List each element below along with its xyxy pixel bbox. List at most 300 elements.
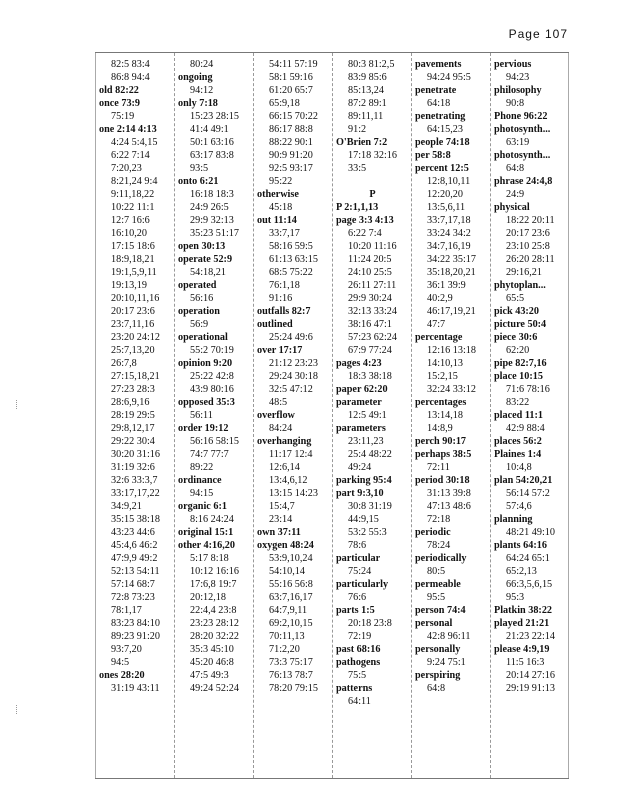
- index-page-refs: 18:22 20:11: [506, 215, 555, 226]
- index-entry: particular: [336, 553, 381, 564]
- index-page-refs: 22:4,4 23:8: [190, 605, 237, 616]
- index-entry: operate 52:9: [178, 254, 233, 265]
- index-entry: percent 12:5: [415, 163, 469, 174]
- index-page-refs: 20:12,18: [190, 592, 226, 603]
- index-entry: organic 6:1: [178, 501, 227, 512]
- index-entry: personally: [415, 644, 461, 655]
- index-page-refs: 33:17,17,22: [111, 488, 160, 499]
- index-entry: P 2:1,1,13: [336, 202, 379, 213]
- index-page-refs: 61:20 65:7: [269, 85, 313, 96]
- index-page-refs: 78:6: [348, 540, 367, 551]
- index-page-refs: 44:9,15: [348, 514, 379, 525]
- index-page-refs: 35:15 38:18: [111, 514, 160, 525]
- index-page-refs: 58:1 59:16: [269, 72, 313, 83]
- index-page-refs: 69:2,10,15: [269, 618, 313, 629]
- index-page-refs: 57:14 68:7: [111, 579, 155, 590]
- index-entry: piece 30:6: [494, 332, 538, 343]
- index-page-refs: 92:5 93:17: [269, 163, 313, 174]
- index-page-refs: 63:19: [506, 137, 530, 148]
- index-entry: photosynth...: [494, 124, 551, 135]
- index-page-refs: 94:24 95:5: [427, 72, 471, 83]
- index-page-refs: 72:8 73:23: [111, 592, 155, 603]
- index-entry: original 15:1: [178, 527, 234, 538]
- index-page-refs: 18:3 38:18: [348, 371, 392, 382]
- index-page-refs: 4:24 5:4,15: [111, 137, 158, 148]
- index-page-refs: 57:23 62:24: [348, 332, 397, 343]
- index-entry: photosynth...: [494, 150, 551, 161]
- word-index: [95, 52, 569, 779]
- index-page-refs: 76:6: [348, 592, 367, 603]
- index-page-refs: 54:11 57:19: [269, 59, 318, 70]
- index-page-refs: 94:12: [190, 85, 214, 96]
- index-page-refs: 49:24: [348, 462, 372, 473]
- index-entry: outfalls 82:7: [257, 306, 311, 317]
- index-page-refs: 53:9,10,24: [269, 553, 313, 564]
- index-page-refs: 80:3 81:2,5: [348, 59, 395, 70]
- index-page-refs: 76:1,18: [269, 280, 300, 291]
- index-page-refs: 29:8,12,17: [111, 423, 155, 434]
- index-page-refs: 89:23 91:20: [111, 631, 160, 642]
- index-page-refs: 9:11,18,22: [111, 189, 155, 200]
- index-page-refs: 31:19 32:6: [111, 462, 155, 473]
- index-page-refs: 80:5: [427, 566, 446, 577]
- index-page-refs: 9:24 75:1: [427, 657, 466, 668]
- index-page-refs: 54:10,14: [269, 566, 305, 577]
- index-entry: outlined: [257, 319, 293, 330]
- index-page-refs: 72:18: [427, 514, 451, 525]
- margin-mark: [16, 705, 21, 714]
- index-page-refs: 35:18,20,21: [427, 267, 476, 278]
- index-spacer: [336, 175, 409, 188]
- index-page-refs: 17:15 18:6: [111, 241, 155, 252]
- index-page-refs: 93:7,20: [111, 644, 142, 655]
- index-page-refs: 95:5: [427, 592, 446, 603]
- index-page-refs: 14:10,13: [427, 358, 463, 369]
- index-page-refs: 56:14 57:2: [506, 488, 550, 499]
- index-entry: philosophy: [494, 85, 542, 96]
- index-page-refs: 48:5: [269, 397, 288, 408]
- index-page-refs: 30:8 31:19: [348, 501, 392, 512]
- index-entry: pathogens: [336, 657, 381, 668]
- index-entry: operation: [178, 306, 220, 317]
- index-entry: perspiring: [415, 670, 461, 681]
- index-entry: part 9:3,10: [336, 488, 384, 499]
- index-page-refs: 66:3,5,6,15: [506, 579, 553, 590]
- index-entry: over 17:17: [257, 345, 303, 356]
- index-page-refs: 10:20 11:16: [348, 241, 397, 252]
- index-page-refs: 64:8: [506, 163, 525, 174]
- index-entry: plan 54:20,21: [494, 475, 553, 486]
- index-page-refs: 25:4 48:22: [348, 449, 392, 460]
- index-page-refs: 32:6 33:3,7: [111, 475, 158, 486]
- index-page-refs: 95:22: [269, 176, 293, 187]
- index-page-refs: 43:23 44:6: [111, 527, 155, 538]
- index-page-refs: 63:17 83:8: [190, 150, 234, 161]
- index-page-refs: 74:7 77:7: [190, 449, 229, 460]
- index-page-refs: 47:5 49:3: [190, 670, 229, 681]
- index-page-refs: 6:22 7:14: [111, 150, 150, 161]
- index-entry: phytoplan...: [494, 280, 546, 291]
- index-page-refs: 26:11 27:11: [348, 280, 397, 291]
- index-entry: opposed 35:3: [178, 397, 235, 408]
- index-page-refs: 58:16 59:5: [269, 241, 313, 252]
- index-entry: personal: [415, 618, 453, 629]
- index-page-refs: 13:15 14:23: [269, 488, 318, 499]
- index-page-refs: 90:9 91:20: [269, 150, 313, 161]
- margin-mark: [16, 400, 21, 409]
- index-page-refs: 52:13 54:11: [111, 566, 160, 577]
- index-entry: penetrate: [415, 85, 457, 96]
- index-page-refs: 16:18 18:3: [190, 189, 234, 200]
- index-page-refs: 6:22 7:4: [348, 228, 382, 239]
- index-entry: operated: [178, 280, 217, 291]
- index-entry: people 74:18: [415, 137, 470, 148]
- index-entry: physical: [494, 202, 530, 213]
- index-page-refs: 18:9,18,21: [111, 254, 155, 265]
- index-page-refs: 11:24 20:5: [348, 254, 392, 265]
- index-page-refs: 57:4,6: [506, 501, 532, 512]
- index-page-refs: 25:24 49:6: [269, 332, 313, 343]
- index-page-refs: 8:21,24 9:4: [111, 176, 158, 187]
- index-entry: onto 6:21: [178, 176, 219, 187]
- index-page-refs: 21:12 23:23: [269, 358, 318, 369]
- index-page-refs: 76:13 78:7: [269, 670, 313, 681]
- index-entry: parameter: [336, 397, 382, 408]
- index-page-refs: 83:22: [506, 397, 530, 408]
- index-entry: pavements: [415, 59, 462, 70]
- index-entry: past 68:16: [336, 644, 381, 655]
- index-entry: please 4:9,19: [494, 644, 550, 655]
- index-page-refs: 35:3 45:10: [190, 644, 234, 655]
- index-page-refs: 30:20 31:16: [111, 449, 160, 460]
- index-column: [490, 53, 569, 778]
- index-page-refs: 64:15,23: [427, 124, 463, 135]
- index-page-refs: 27:15,18,21: [111, 371, 160, 382]
- index-page-refs: 49:24 52:24: [190, 683, 239, 694]
- index-page-refs: 94:5: [111, 657, 130, 668]
- index-page-refs: 56:11: [190, 410, 213, 421]
- index-entry: pages 4:23: [336, 358, 382, 369]
- index-page-refs: 10:22 11:1: [111, 202, 155, 213]
- index-page-refs: 56:16 58:15: [190, 436, 239, 447]
- index-page-refs: 61:13 63:15: [269, 254, 318, 265]
- index-entry: ones 28:20: [99, 670, 145, 681]
- index-entry: opinion 9:20: [178, 358, 233, 369]
- index-entry: person 74:4: [415, 605, 466, 616]
- index-page-refs: 87:2 89:1: [348, 98, 387, 109]
- index-page-refs: 13:5,6,11: [427, 202, 466, 213]
- index-page-refs: 89:11,11: [348, 111, 384, 122]
- index-page-refs: 23:11,23: [348, 436, 384, 447]
- index-entry: once 73:9: [99, 98, 141, 109]
- index-page-refs: 29:22 30:4: [111, 436, 155, 447]
- index-page-refs: 19:1,5,9,11: [111, 267, 157, 278]
- index-page-refs: 56:9: [190, 319, 209, 330]
- index-entry: overflow: [257, 410, 295, 421]
- index-entry: percentages: [415, 397, 467, 408]
- index-page-refs: 70:11,13: [269, 631, 305, 642]
- index-letter-heading: P: [369, 189, 376, 200]
- index-entry: operational: [178, 332, 228, 343]
- index-column: [253, 53, 332, 778]
- index-page-refs: 29:19 91:13: [506, 683, 555, 694]
- index-page-refs: 94:15: [190, 488, 214, 499]
- index-page-refs: 64:18: [427, 98, 451, 109]
- index-page-refs: 64:24 65:1: [506, 553, 550, 564]
- index-page-refs: 82:5 83:4: [111, 59, 150, 70]
- index-page-refs: 26:20 28:11: [506, 254, 555, 265]
- index-entry: played 21:21: [494, 618, 550, 629]
- index-page-refs: 47:13 48:6: [427, 501, 471, 512]
- index-page-refs: 23:23 28:12: [190, 618, 239, 629]
- index-page-refs: 78:24: [427, 540, 451, 551]
- index-entry: perch 90:17: [415, 436, 467, 447]
- index-page-refs: 23:14: [269, 514, 293, 525]
- index-page-refs: 78:1,17: [111, 605, 142, 616]
- index-entry: Platkin 38:22: [494, 605, 553, 616]
- index-page-refs: 15:4,7: [269, 501, 295, 512]
- index-page-refs: 27:23 28:3: [111, 384, 155, 395]
- index-entry: out 11:14: [257, 215, 297, 226]
- index-page-refs: 33:24 34:2: [427, 228, 471, 239]
- index-page-refs: 75:19: [111, 111, 135, 122]
- index-page-refs: 32:24 33:12: [427, 384, 476, 395]
- index-page-refs: 75:24: [348, 566, 372, 577]
- index-page-refs: 21:23 22:14: [506, 631, 555, 642]
- index-page-refs: 90:8: [506, 98, 525, 109]
- index-page-refs: 86:17 88:8: [269, 124, 313, 135]
- index-page-refs: 91:16: [269, 293, 293, 304]
- index-page-refs: 40:2,9: [427, 293, 453, 304]
- index-entry: period 30:18: [415, 475, 470, 486]
- index-page-refs: 84:24: [269, 423, 293, 434]
- index-page-refs: 80:24: [190, 59, 214, 70]
- index-entry: permeable: [415, 579, 461, 590]
- index-entry: picture 50:4: [494, 319, 547, 330]
- index-page-refs: 64:11: [348, 696, 371, 707]
- index-page-refs: 55:2 70:19: [190, 345, 234, 356]
- index-column: [95, 53, 174, 778]
- index-page-refs: 63:7,16,17: [269, 592, 313, 603]
- index-column: [174, 53, 253, 778]
- index-entry: Plaines 1:4: [494, 449, 542, 460]
- index-page-refs: 19:13,19: [111, 280, 147, 291]
- index-page-refs: 71:2,20: [269, 644, 300, 655]
- index-entry: placed 11:1: [494, 410, 543, 421]
- index-entry: page 3:3 4:13: [336, 215, 394, 226]
- index-page-refs: 65:2,13: [506, 566, 537, 577]
- index-page-refs: 15:2,15: [427, 371, 458, 382]
- index-page-refs: 43:9 80:16: [190, 384, 234, 395]
- index-page-refs: 12:8,10,11: [427, 176, 471, 187]
- index-page-refs: 32:13 33:24: [348, 306, 397, 317]
- index-page-refs: 64:7,9,11: [269, 605, 308, 616]
- index-entry: parameters: [336, 423, 386, 434]
- index-page-refs: 78:20 79:15: [269, 683, 318, 694]
- index-page-refs: 12:20,20: [427, 189, 463, 200]
- index-entry: open 30:13: [178, 241, 226, 252]
- index-page-refs: 46:17,19,21: [427, 306, 476, 317]
- index-page-refs: 71:6 78:16: [506, 384, 550, 395]
- index-page-refs: 47:9,9 49:2: [111, 553, 158, 564]
- index-page-refs: 11:5 16:3: [506, 657, 545, 668]
- index-page-refs: 64:8: [427, 683, 446, 694]
- index-page-refs: 14:8,9: [427, 423, 453, 434]
- index-page-refs: 29:16,21: [506, 267, 542, 278]
- index-page-refs: 65:9,18: [269, 98, 300, 109]
- index-entry: own 37:11: [257, 527, 301, 538]
- index-column: [411, 53, 490, 778]
- index-entry: patterns: [336, 683, 373, 694]
- index-entry: parking 95:4: [336, 475, 392, 486]
- index-page-refs: 26:7,8: [111, 358, 137, 369]
- index-page-refs: 91:2: [348, 124, 367, 135]
- index-entry: perhaps 38:5: [415, 449, 472, 460]
- index-page-refs: 34:9,21: [111, 501, 142, 512]
- index-page-refs: 88:22 90:1: [269, 137, 313, 148]
- index-entry: ordinance: [178, 475, 222, 486]
- index-page-refs: 48:21 49:10: [506, 527, 555, 538]
- index-page-refs: 8:16 24:24: [190, 514, 234, 525]
- index-page-refs: 73:3 75:17: [269, 657, 313, 668]
- index-page-refs: 20:17 23:6: [111, 306, 155, 317]
- index-entry: places 56:2: [494, 436, 542, 447]
- index-page-refs: 83:23 84:10: [111, 618, 160, 629]
- index-entry: periodic: [415, 527, 451, 538]
- index-page-refs: 32:5 47:12: [269, 384, 313, 395]
- index-page-refs: 67:9 77:24: [348, 345, 392, 356]
- index-page-refs: 28:19 29:5: [111, 410, 155, 421]
- index-page-refs: 11:17 12:4: [269, 449, 313, 460]
- index-page-refs: 65:5: [506, 293, 525, 304]
- index-page-refs: 33:7,17,18: [427, 215, 471, 226]
- index-entry: only 7:18: [178, 98, 218, 109]
- index-page-refs: 28:6,9,16: [111, 397, 150, 408]
- index-page-refs: 23:7,11,16: [111, 319, 155, 330]
- index-page-refs: 95:3: [506, 592, 525, 603]
- index-page-refs: 24:10 25:5: [348, 267, 392, 278]
- index-page-refs: 45:4,6 46:2: [111, 540, 158, 551]
- index-page-refs: 7:20,23: [111, 163, 142, 174]
- index-page-refs: 93:5: [190, 163, 209, 174]
- index-page-refs: 28:20 32:22: [190, 631, 239, 642]
- index-page-refs: 29:9 32:13: [190, 215, 234, 226]
- index-entry: other 4:16,20: [178, 540, 235, 551]
- index-page-refs: 29:9 30:24: [348, 293, 392, 304]
- index-entry: periodically: [415, 553, 467, 564]
- index-entry: place 10:15: [494, 371, 543, 382]
- index-page-refs: 53:2 55:3: [348, 527, 387, 538]
- index-page-refs: 10:12 16:16: [190, 566, 239, 577]
- index-page-refs: 85:13,24: [348, 85, 384, 96]
- index-page-refs: 33:5: [348, 163, 367, 174]
- index-page-refs: 34:22 35:17: [427, 254, 476, 265]
- index-entry: penetrating: [415, 111, 466, 122]
- index-entry: paper 62:20: [336, 384, 388, 395]
- index-entry: order 19:12: [178, 423, 229, 434]
- index-page-refs: 42:8 96:11: [427, 631, 471, 642]
- index-page-refs: 24:9: [506, 189, 525, 200]
- index-page-refs: 72:19: [348, 631, 372, 642]
- index-entry: phrase 24:4,8: [494, 176, 553, 187]
- index-page-refs: 94:23: [506, 72, 530, 83]
- index-page-refs: 29:24 30:18: [269, 371, 318, 382]
- index-entry: ongoing: [178, 72, 213, 83]
- index-entry: plants 64:16: [494, 540, 547, 551]
- index-page-refs: 68:5 75:22: [269, 267, 313, 278]
- index-entry: percentage: [415, 332, 463, 343]
- index-entry: Phone 96:22: [494, 111, 548, 122]
- index-entry: pervious: [494, 59, 532, 70]
- index-page-refs: 23:10 25:8: [506, 241, 550, 252]
- index-page-refs: 75:5: [348, 670, 367, 681]
- index-page-refs: 25:22 42:8: [190, 371, 234, 382]
- index-page-refs: 23:20 24:12: [111, 332, 160, 343]
- index-entry: parts 1:5: [336, 605, 375, 616]
- index-page-refs: 20:18 23:8: [348, 618, 392, 629]
- index-page-refs: 33:7,17: [269, 228, 300, 239]
- index-page-refs: 45:20 46:8: [190, 657, 234, 668]
- index-page-refs: 12:7 16:6: [111, 215, 150, 226]
- index-page-refs: 66:15 70:22: [269, 111, 318, 122]
- index-page-refs: 42:9 88:4: [506, 423, 545, 434]
- index-page-refs: 12:16 13:18: [427, 345, 476, 356]
- index-entry: one 2:14 4:13: [99, 124, 157, 135]
- index-page-refs: 38:16 47:1: [348, 319, 392, 330]
- index-page-refs: 31:13 39:8: [427, 488, 471, 499]
- index-page-refs: 56:16: [190, 293, 214, 304]
- index-entry: planning: [494, 514, 533, 525]
- index-page-refs: 31:19 43:11: [111, 683, 160, 694]
- index-page-refs: 12:6,14: [269, 462, 300, 473]
- index-page-refs: 55:16 56:8: [269, 579, 313, 590]
- index-column: [332, 53, 411, 778]
- index-page-refs: 17:18 32:16: [348, 150, 397, 161]
- index-page-refs: 45:18: [269, 202, 293, 213]
- index-page-refs: 35:23 51:17: [190, 228, 239, 239]
- index-page-refs: 89:22: [190, 462, 214, 473]
- index-page-refs: 62:20: [506, 345, 530, 356]
- index-page-refs: 36:1 39:9: [427, 280, 466, 291]
- index-page-refs: 50:1 63:16: [190, 137, 234, 148]
- index-entry: per 58:8: [415, 150, 451, 161]
- index-page-refs: 12:5 49:1: [348, 410, 387, 421]
- index-page-refs: 15:23 28:15: [190, 111, 239, 122]
- index-page-refs: 86:8 94:4: [111, 72, 150, 83]
- index-page-refs: 20:17 23:6: [506, 228, 550, 239]
- index-entry: pick 43:20: [494, 306, 539, 317]
- index-page-refs: 13:14,18: [427, 410, 463, 421]
- index-page-refs: 25:7,13,20: [111, 345, 155, 356]
- index-page-refs: 41:4 49:1: [190, 124, 229, 135]
- page-number: Page 107: [508, 27, 568, 41]
- index-page-refs: 17:6,8 19:7: [190, 579, 237, 590]
- index-entry: pipe 82:7,16: [494, 358, 547, 369]
- index-page-refs: 10:4,8: [506, 462, 532, 473]
- index-page-refs: 72:11: [427, 462, 450, 473]
- index-page-refs: 20:10,11,16: [111, 293, 160, 304]
- index-page-refs: 54:18,21: [190, 267, 226, 278]
- index-entry: particularly: [336, 579, 389, 590]
- index-page-refs: 34:7,16,19: [427, 241, 471, 252]
- index-entry: overhanging: [257, 436, 312, 447]
- index-entry: old 82:22: [99, 85, 139, 96]
- index-page-refs: 20:14 27:16: [506, 670, 555, 681]
- index-page-refs: 13:4,6,12: [269, 475, 308, 486]
- index-page-refs: 83:9 85:6: [348, 72, 387, 83]
- index-page-refs: 5:17 8:18: [190, 553, 229, 564]
- index-entry: otherwise: [257, 189, 299, 200]
